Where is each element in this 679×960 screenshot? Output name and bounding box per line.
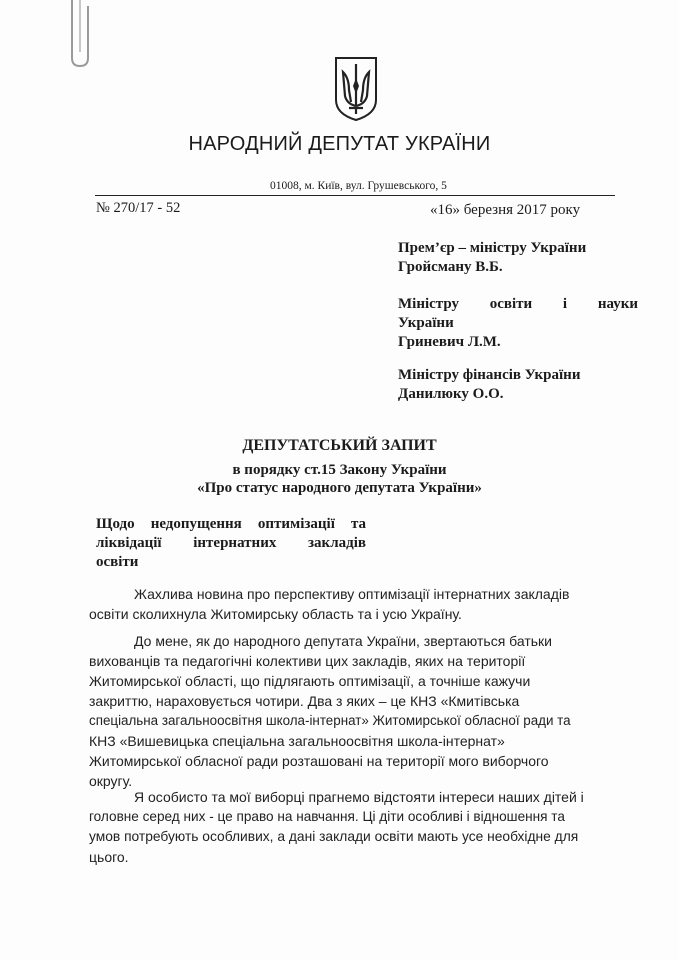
addressee-prime-minister: [398, 239, 638, 277]
header-divider: [95, 195, 615, 196]
page-title: НАРОДНИЙ ДЕПУТАТ УКРАЇНИ: [188, 133, 491, 155]
request-title: ДЕПУТАТСЬКИЙ ЗАПИТ: [242, 437, 437, 454]
sender-address: 01008, м. Київ, вул. Грушевського, 5: [270, 180, 447, 192]
addressee-finance-minister: [398, 366, 638, 404]
body-paragraph-1: Жахлива новина про перспективу оптимізації інтернатних закладів освіти сколихнула Житомирську область та і усю Україну.: [89, 586, 570, 622]
addressee-position: Міністру освіти і науки: [398, 296, 638, 312]
addressee-name: Гройсману В.Б.: [398, 259, 503, 275]
body-paragraph-2: До мене, як до народного депутата України, звертаються батьки вихованців та педагогічні колективи цих закладів, яких на території Житомирської області, що підлягають оптимізації, а точніше кажучи закриттю, нараховується чотири. Два з яких – це КНЗ «Кмитівська спеціальна загальноосвітня школа-інтернат» Житомирської обласної ради та КНЗ «Вишевицька спеціальна загальноосвітня школа-інтернат» Житомирської обласної ради розташовані на території мого виборчого округу.: [89, 633, 571, 789]
addressee-name: Данилюку О.О.: [398, 386, 504, 402]
body-paragraph-3: Я особисто та мої виборці прагнемо відстояти інтереси наших дітей і головне серед них - це право на навчання. Ці діти особливі і відношення та умов потребують особливих, а дані заклади освіти мають усе необхідне для цього.: [89, 789, 584, 865]
addressee-education-minister: [398, 295, 638, 352]
document-date: «16» березня 2017 року: [430, 202, 581, 218]
document-number: № 270/17 - 52: [96, 200, 181, 216]
request-law: «Про статус народного депутата України»: [197, 480, 482, 496]
addressee-position: Прем’єр – міністру України: [398, 240, 587, 256]
trident-emblem-icon: [333, 56, 379, 122]
request-basis: в порядку ст.15 Закону України: [232, 462, 447, 478]
request-subject: Щодо недопущення оптимізації та ліквідації інтернатних закладів освіти: [96, 516, 366, 570]
addressee-position-cont: України: [398, 315, 454, 331]
addressee-position: Міністру фінансів України: [398, 367, 581, 383]
addressee-name: Гриневич Л.М.: [398, 334, 501, 350]
paperclip-icon: [62, 0, 106, 70]
